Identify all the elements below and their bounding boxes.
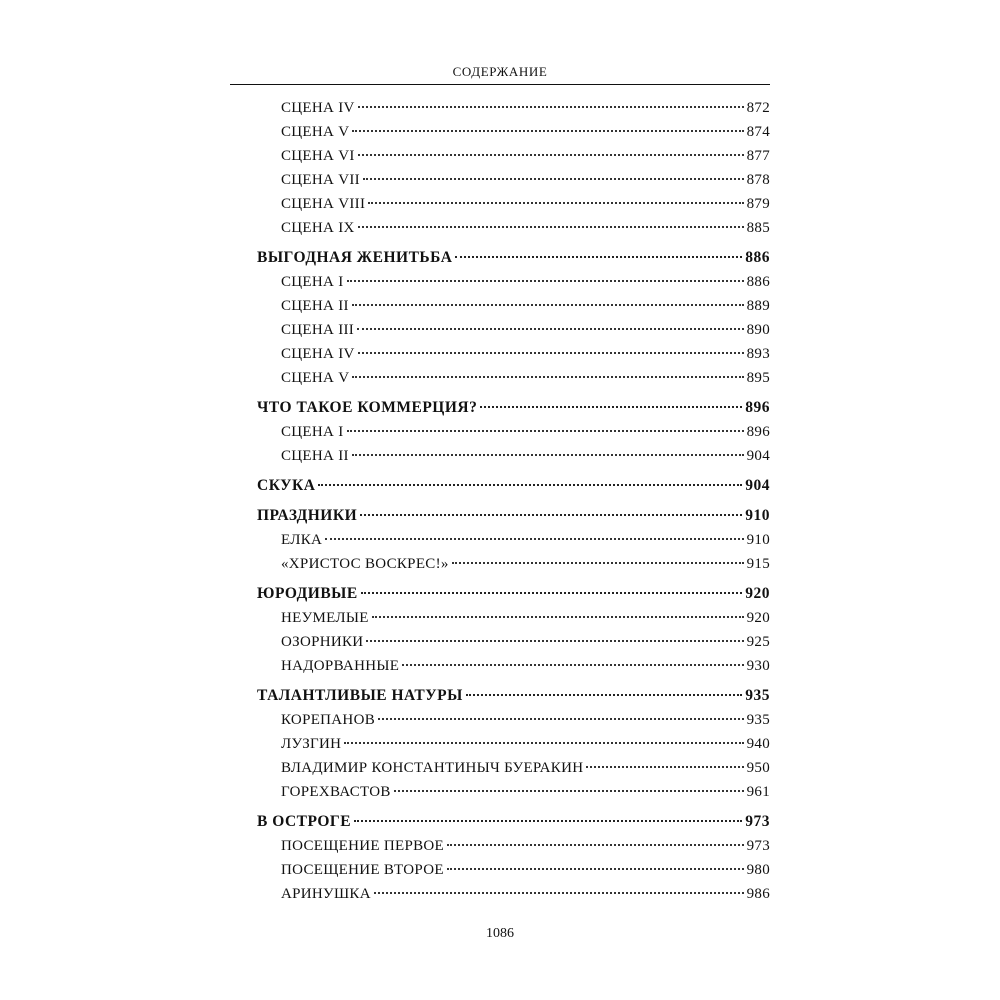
dot-leader (586, 766, 743, 768)
toc-subsection-entry (257, 216, 770, 240)
dot-leader (352, 376, 743, 378)
toc-entry-page: 940 (746, 736, 770, 752)
dot-leader (447, 868, 744, 870)
dot-leader (357, 328, 743, 330)
toc-subsection-entry (257, 294, 770, 318)
toc-subsection-entry (257, 342, 770, 366)
page-number: 1086 (486, 926, 514, 941)
toc-entry-page: 920 (746, 610, 770, 626)
toc-entry-title: СЦЕНА V (281, 124, 350, 140)
toc-entry-title: СЦЕНА IV (281, 346, 355, 362)
toc-subsection-entry (257, 420, 770, 444)
dot-leader (455, 256, 742, 258)
toc-entry-page: 878 (746, 172, 770, 188)
toc-entry-page: 950 (746, 760, 770, 776)
toc-subsection-entry (257, 96, 770, 120)
dot-leader (374, 892, 744, 894)
toc-entry-title: ПОСЕЩЕНИЕ ПЕРВОЕ (281, 838, 445, 854)
toc-entry-title: СЦЕНА VI (281, 148, 355, 164)
toc-subsection-entry (257, 756, 770, 780)
toc-entry-page: 895 (746, 370, 770, 386)
toc-entry-page: 915 (746, 556, 770, 572)
table-of-contents (257, 96, 770, 906)
dot-leader (358, 226, 744, 228)
toc-entry-title: «ХРИСТОС ВОСКРЕС!» (281, 556, 449, 572)
toc-entry-title: СЦЕНА III (281, 322, 355, 338)
toc-entry-title: СЦЕНА I (281, 274, 344, 290)
toc-entry-title: ЕЛКА (281, 532, 323, 548)
toc-entry-title: ГОРЕХВАСТОВ (281, 784, 391, 800)
toc-entry-title: СЦЕНА IV (281, 100, 355, 116)
toc-subsection-entry (257, 444, 770, 468)
toc-entry-page: 874 (746, 124, 770, 140)
toc-subsection-entry (257, 630, 770, 654)
toc-subsection-entry (257, 318, 770, 342)
running-header: СОДЕРЖАНИЕ (452, 64, 548, 79)
toc-entry-title: СЦЕНА IX (281, 220, 355, 236)
toc-subsection-entry (257, 882, 770, 906)
toc-subsection-entry (257, 528, 770, 552)
toc-subsection-entry (257, 732, 770, 756)
toc-entry-page: 896 (745, 399, 770, 416)
toc-subsection-entry (257, 708, 770, 732)
toc-subsection-entry (257, 366, 770, 390)
toc-entry-title: ЛУЗГИН (281, 736, 342, 752)
dot-leader (452, 562, 744, 564)
toc-entry-title: ПРАЗДНИКИ (257, 507, 358, 524)
toc-subsection-entry (257, 120, 770, 144)
toc-entry-page: 980 (746, 862, 770, 878)
toc-entry-page: 920 (745, 585, 770, 602)
toc-subsection-entry (257, 192, 770, 216)
toc-entry-title: СЦЕНА VIII (281, 196, 366, 212)
toc-subsection-entry (257, 606, 770, 630)
toc-entry-title: СКУКА (257, 477, 316, 494)
dot-leader (402, 664, 743, 666)
dot-leader (318, 484, 742, 486)
toc-entry-page: 886 (746, 274, 770, 290)
toc-entry-page: 973 (745, 813, 770, 830)
toc-entry-title: ЮРОДИВЫЕ (257, 585, 358, 602)
toc-subsection-entry (257, 168, 770, 192)
toc-entry-page: 877 (746, 148, 770, 164)
dot-leader (358, 154, 744, 156)
toc-entry-title: ОЗОРНИКИ (281, 634, 364, 650)
toc-entry-title: СЦЕНА II (281, 448, 349, 464)
dot-leader (447, 844, 744, 846)
toc-entry-title: СЦЕНА VII (281, 172, 360, 188)
toc-entry-page: 935 (745, 687, 770, 704)
toc-entry-title: ЧТО ТАКОЕ КОММЕРЦИЯ? (257, 399, 478, 416)
dot-leader (466, 694, 742, 696)
toc-section-entry (257, 684, 770, 708)
dot-leader (480, 406, 742, 408)
toc-section-entry (257, 396, 770, 420)
dot-leader (372, 616, 744, 618)
toc-entry-page: 910 (746, 532, 770, 548)
toc-entry-page: 896 (746, 424, 770, 440)
dot-leader (394, 790, 744, 792)
toc-entry-page: 886 (745, 249, 770, 266)
toc-entry-title: НАДОРВАННЫЕ (281, 658, 400, 674)
toc-entry-title: СЦЕНА II (281, 298, 349, 314)
toc-section-entry (257, 246, 770, 270)
dot-leader (354, 820, 742, 822)
toc-section-entry (257, 474, 770, 498)
dot-leader (352, 304, 744, 306)
toc-section-entry (257, 582, 770, 606)
dot-leader (352, 130, 743, 132)
toc-entry-page: 890 (746, 322, 770, 338)
dot-leader (347, 430, 744, 432)
toc-entry-title: ВЛАДИМИР КОНСТАНТИНЫЧ БУЕРАКИН (281, 760, 584, 776)
dot-leader (358, 352, 744, 354)
header-rule (230, 84, 770, 85)
toc-entry-title: НЕУМЕЛЫЕ (281, 610, 369, 626)
dot-leader (361, 592, 743, 594)
toc-subsection-entry (257, 552, 770, 576)
toc-entry-title: ТАЛАНТЛИВЫЕ НАТУРЫ (257, 687, 463, 704)
dot-leader (344, 742, 743, 744)
toc-entry-title: КОРЕПАНОВ (281, 712, 376, 728)
dot-leader (347, 280, 744, 282)
toc-entry-page: 879 (746, 196, 770, 212)
toc-subsection-entry (257, 780, 770, 804)
toc-entry-title: ПОСЕЩЕНИЕ ВТОРОЕ (281, 862, 444, 878)
toc-subsection-entry (257, 858, 770, 882)
toc-entry-page: 885 (746, 220, 770, 236)
toc-entry-page: 973 (746, 838, 770, 854)
dot-leader (366, 640, 743, 642)
toc-entry-page: 986 (746, 886, 770, 902)
toc-entry-page: 889 (746, 298, 770, 314)
toc-subsection-entry (257, 144, 770, 168)
dot-leader (363, 178, 744, 180)
dot-leader (358, 106, 744, 108)
dot-leader (368, 202, 743, 204)
toc-entry-title: СЦЕНА I (281, 424, 344, 440)
toc-entry-page: 925 (746, 634, 770, 650)
toc-section-entry (257, 504, 770, 528)
toc-entry-title: АРИНУШКА (281, 886, 371, 902)
toc-entry-page: 935 (746, 712, 770, 728)
toc-subsection-entry (257, 654, 770, 678)
toc-entry-title: СЦЕНА V (281, 370, 350, 386)
toc-entry-page: 961 (746, 784, 770, 800)
toc-subsection-entry (257, 834, 770, 858)
toc-entry-title: ВЫГОДНАЯ ЖЕНИТЬБА (257, 249, 453, 266)
toc-entry-page: 893 (746, 346, 770, 362)
toc-section-entry (257, 810, 770, 834)
dot-leader (378, 718, 744, 720)
toc-entry-page: 904 (745, 477, 770, 494)
dot-leader (352, 454, 744, 456)
toc-entry-page: 930 (746, 658, 770, 674)
toc-entry-page: 872 (746, 100, 770, 116)
dot-leader (325, 538, 743, 540)
toc-entry-page: 904 (746, 448, 770, 464)
toc-entry-page: 910 (745, 507, 770, 524)
toc-entry-title: В ОСТРОГЕ (257, 813, 352, 830)
toc-subsection-entry (257, 270, 770, 294)
dot-leader (360, 514, 742, 516)
